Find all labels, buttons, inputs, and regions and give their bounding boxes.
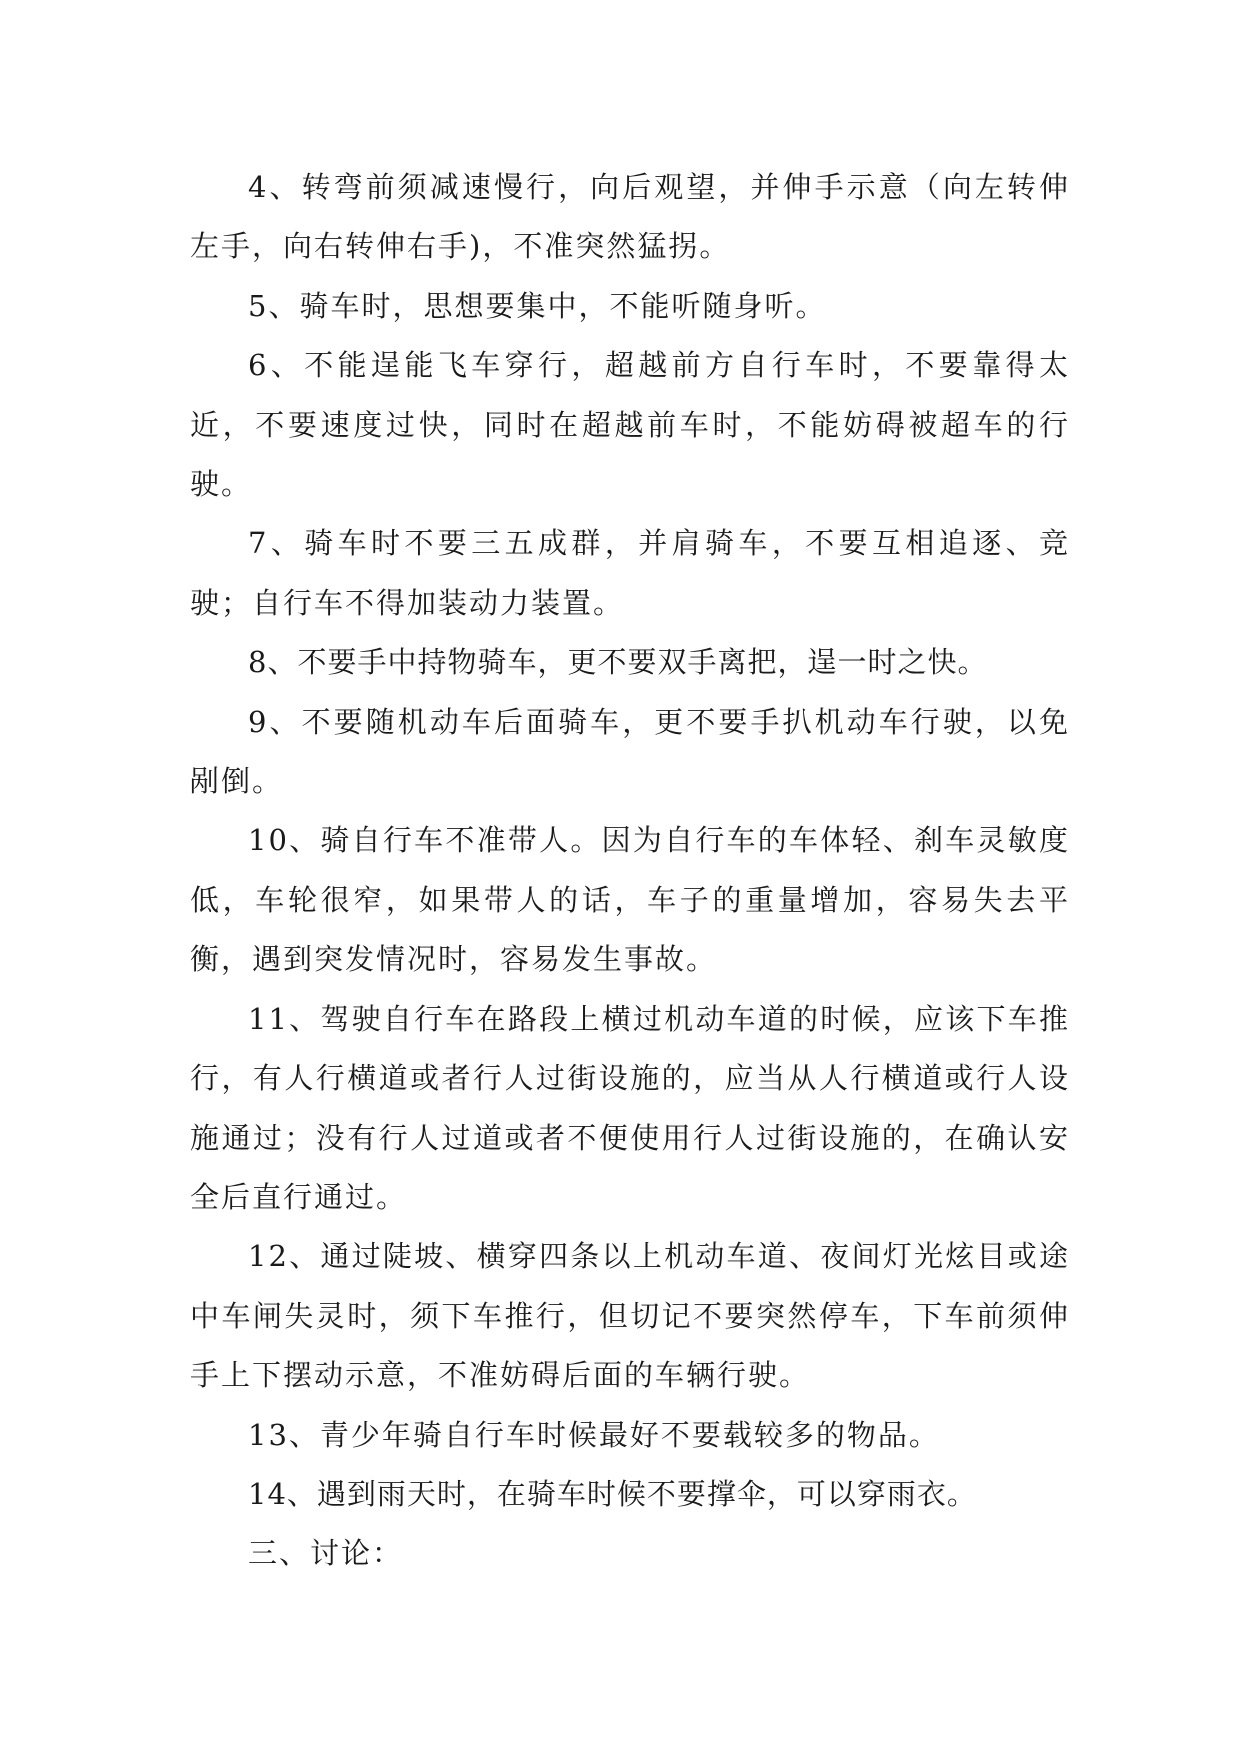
paragraph-4: 4、转弯前须减速慢行，向后观望，并伸手示意（向左转伸左手，向右转伸右手)，不准突然猛拐。 (190, 170, 1070, 264)
paragraph-9: 9、不要随机动车后面骑车，更不要手扒机动车行驶，以免剐倒。 (190, 704, 1070, 799)
paragraph-13: 13、青少年骑自行车时候最好不要载较多的物品。 (248, 1417, 940, 1452)
paragraph-14: 14、遇到雨天时，在骑车时候不要撑伞，可以穿雨衣。 (248, 1476, 977, 1511)
paragraph-8: 8、不要手中持物骑车，更不要双手离把，逞一时之快。 (248, 645, 988, 680)
section-heading-discussion: 三、讨论： (248, 1536, 404, 1571)
paragraph-5: 5、骑车时，思想要集中，不能听随身听。 (248, 288, 827, 323)
paragraph-7: 7、骑车时不要三五成群，并肩骑车，不要互相追逐、竞驶；自行车不得加装动力装置。 (190, 526, 1070, 620)
paragraph-11: 11、驾驶自行车在路段上横过机动车道的时候，应该下车推行，有人行横道或者行人过街设施的，应当从人行横道或行人设施通过；没有行人过道或者不便使用行人过街设施的，在确认安全后直行通过。 (190, 1001, 1070, 1214)
paragraph-6: 6、不能逞能飞车穿行，超越前方自行车时，不要靠得太近，不要速度过快，同时在超越前车时，不能妨碍被超车的行驶。 (190, 348, 1070, 502)
paragraph-10: 10、骑自行车不准带人。因为自行车的车体轻、刹车灵敏度低，车轮很窄，如果带人的话，车子的重量增加，容易失去平衡，遇到突发情况时，容易发生事故。 (190, 823, 1070, 977)
paragraph-12: 12、通过陡坡、横穿四条以上机动车道、夜间灯光炫目或途中车闸失灵时，须下车推行，但切记不要突然停车，下车前须伸手上下摆动示意，不准妨碍后面的车辆行驶。 (190, 1239, 1070, 1393)
document-body (190, 158, 1070, 1584)
